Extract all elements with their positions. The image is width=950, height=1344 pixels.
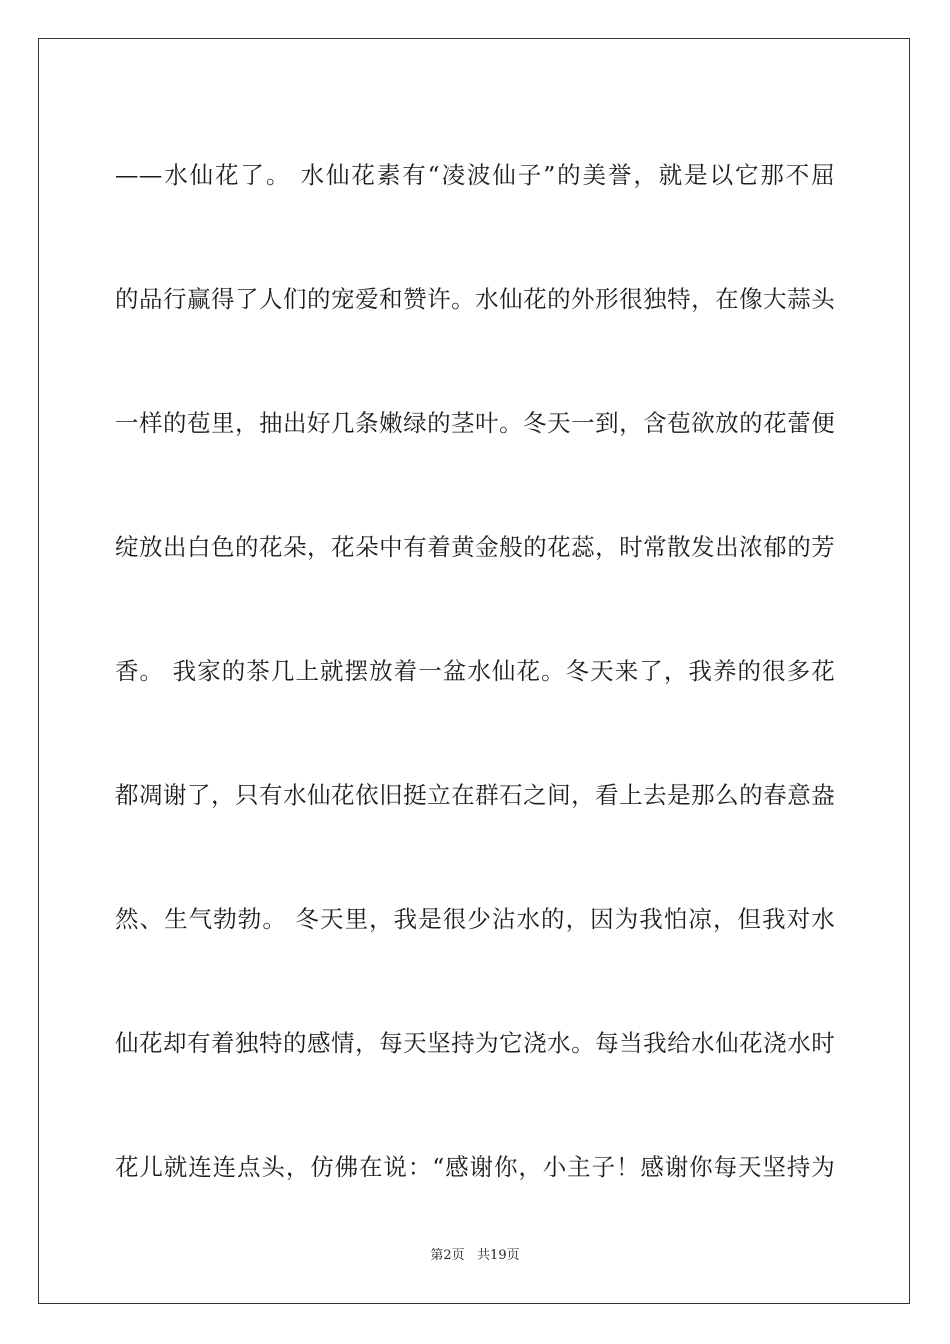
text-line: 一样的苞里，抽出好几条嫩绿的茎叶。冬天一到，含苞欲放的花蕾便 <box>115 408 835 437</box>
text-line: 花儿就连连点头，仿佛在说：“感谢你，小主子！感谢你每天坚持为 <box>115 1152 835 1181</box>
text-line: ——水仙花了。 水仙花素有“凌波仙子”的美誉，就是以它那不屈 <box>115 160 835 189</box>
text-line: 然、生气勃勃。 冬天里，我是很少沾水的，因为我怕凉，但我对水 <box>115 904 835 933</box>
text-line: 仙花却有着独特的感情，每天坚持为它浇水。每当我给水仙花浇水时 <box>115 1028 835 1057</box>
text-line: 香。 我家的茶几上就摆放着一盆水仙花。冬天来了，我养的很多花 <box>115 656 835 685</box>
text-line: 绽放出白色的花朵，花朵中有着黄金般的花蕊，时常散发出浓郁的芳 <box>115 532 835 561</box>
text-line: 的品行赢得了人们的宠爱和赞许。水仙花的外形很独特，在像大蒜头 <box>115 284 835 313</box>
text-line: 都凋谢了，只有水仙花依旧挺立在群石之间，看上去是那么的春意盎 <box>115 780 835 809</box>
page-number: 第2页 共19页 <box>430 1248 520 1263</box>
